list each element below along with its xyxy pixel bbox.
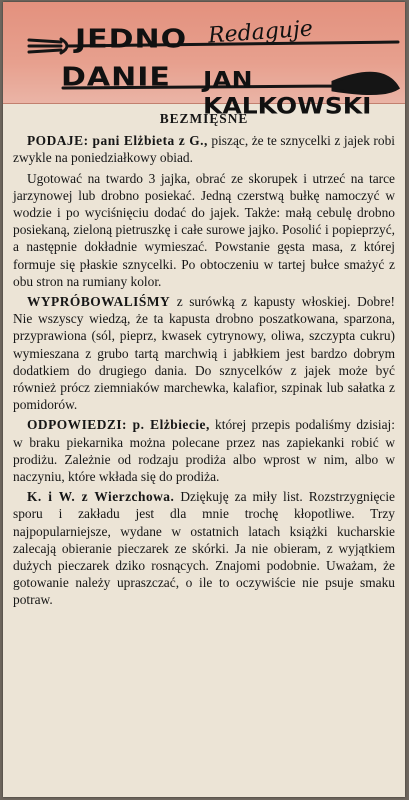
paragraph-wierzchowa xyxy=(13,488,395,608)
author-name: JAN KALKOWSKI xyxy=(203,66,372,120)
article-subtitle: BEZMIĘSNE xyxy=(159,111,249,126)
newspaper-clipping xyxy=(3,2,405,797)
paragraph-recipe xyxy=(13,170,395,290)
paragraph-podaje xyxy=(13,132,395,166)
title-danie: DANIE xyxy=(61,62,171,93)
paragraph-wyprobowalismy xyxy=(13,293,395,413)
article-body xyxy=(3,104,405,609)
paragraph-lead: ODPOWIEDZI: p. Elżbiecie, xyxy=(27,417,210,433)
paragraph-text: Dziękuję za miły list. Rozstrzygnięcie sporu i zakładu jest dla mnie trochę kłopotliwe. Trzy najpopularniejsze, wydane w ostatnich latach książki kucharskie zalecają obieranie pieczarek ze skórki. Ja nie obieram, z wyjątkiem dużych pieczarek dziko rosnących. Znajomi podobnie. Uważam, że gotowanie należy upraszczać, o ile to oczywiście nie psuje smaku potraw. xyxy=(13,489,395,608)
title-jedno: JEDNO xyxy=(75,24,188,55)
paragraph-lead: WYPRÓBOWALIŚMY xyxy=(27,294,171,310)
paragraph-odpowiedzi xyxy=(13,416,395,485)
paragraph-lead: PODAJE: pani Elżbieta z G., xyxy=(27,133,208,149)
paragraph-text: której przepis podaliśmy dzisiaj: w braku piekarnika można polecane przez nas zapiekanki robić w prodiżu. Zależnie od rodzaju prodiża albo wprost w nim, albo w naczyniu, które wkłada się do prodiża. xyxy=(13,417,395,485)
editorial-label: Redaguje xyxy=(207,16,314,49)
paragraph-lead: K. i W. z Wierzchowa. xyxy=(27,489,175,505)
paragraph-text: Ugotować na twardo 3 jajka, obrać ze skorupek i utrzeć na tarce jarzynowej lub drobno posiekać. Jedną czerstwą bułkę namoczyć w wodzie i po wyciśnięciu dodać do jajek. Także: małą cebulę drobno posiekaną, zieloną pietruszkę i całe surowe jajko. Posolić i popieprzyć, a następnie dokładnie wymieszać. Powstanie gęsta masa, z której formuje się płaskie sznycelki. Po obtoczeniu w tartej bułce smażyć z obu stron na rumiany kolor. xyxy=(13,170,395,289)
paragraph-text: pisząc, że te sznycelki z jajek robi zwykle na poniedziałkowy obiad. xyxy=(13,133,395,166)
paragraph-text: z surówką z kapusty włoskiej. Dobre! Nie wszyscy wiedzą, że ta kapusta drobno poszatkowana, sparzona, przyprawiona (sól, pieprz, kwasek cytrynowy, oliwa, szczypta cukru) wymieszana z grubo tartą marchwią i jabłkiem jest bardzo dobrym dodatkiem do drugiego dania. Do sznycelków z jajek może być również prócz ziemniaków marchewka, kalafior, szpinak lub sałatka z pomidorów. xyxy=(13,294,395,413)
